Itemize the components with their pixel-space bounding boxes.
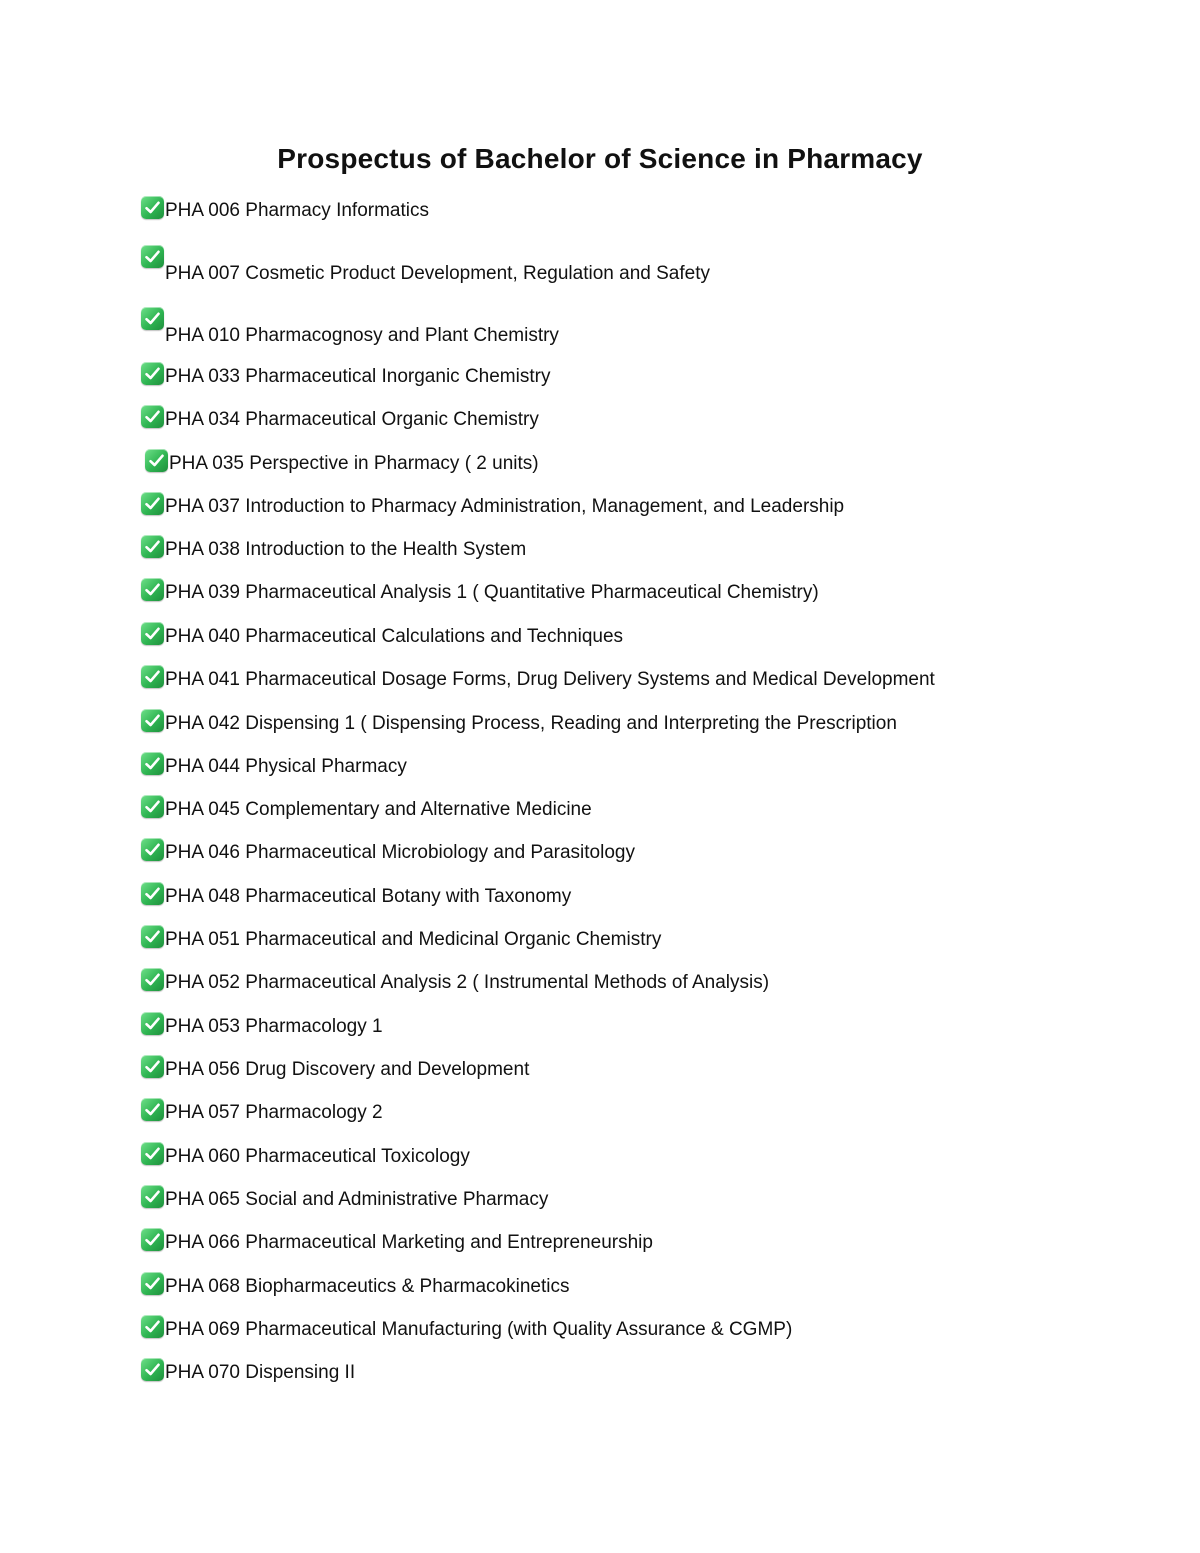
check-mark-icon	[141, 1315, 164, 1338]
check-mark-icon	[141, 925, 164, 948]
course-label: PHA 048 Pharmaceutical Botany with Taxonomy	[165, 886, 572, 907]
list-item	[141, 968, 1041, 1008]
course-label: PHA 069 Pharmaceutical Manufacturing (with Quality Assurance & CGMP)	[165, 1319, 793, 1340]
list-item	[141, 1358, 1041, 1398]
list-item	[141, 1142, 1041, 1182]
list-item	[141, 1185, 1041, 1225]
list-item	[141, 925, 1041, 965]
list-item	[141, 535, 1041, 575]
check-mark-icon	[141, 665, 164, 688]
course-label: PHA 035 Perspective in Pharmacy ( 2 units)	[169, 453, 539, 474]
course-label: PHA 042 Dispensing 1 ( Dispensing Process, Reading and Interpreting the Prescription	[165, 713, 897, 734]
list-item	[141, 1098, 1041, 1138]
course-label: PHA 052 Pharmaceutical Analysis 2 ( Instrumental Methods of Analysis)	[165, 972, 770, 993]
course-label: PHA 046 Pharmaceutical Microbiology and Parasitology	[165, 842, 635, 863]
course-label: PHA 039 Pharmaceutical Analysis 1 ( Quantitative Pharmaceutical Chemistry)	[165, 582, 819, 603]
list-item	[141, 882, 1041, 922]
list-item	[141, 1055, 1041, 1095]
course-label: PHA 037 Introduction to Pharmacy Administration, Management, and Leadership	[165, 496, 845, 517]
course-label: PHA 066 Pharmaceutical Marketing and Entrepreneurship	[165, 1232, 653, 1253]
list-item	[141, 1315, 1041, 1355]
course-label: PHA 010 Pharmacognosy and Plant Chemistry	[165, 325, 559, 346]
course-label: PHA 044 Physical Pharmacy	[165, 756, 407, 777]
check-mark-icon	[141, 1228, 164, 1251]
course-label: PHA 045 Complementary and Alternative Medicine	[165, 799, 592, 820]
check-mark-icon	[141, 882, 164, 905]
check-mark-icon	[141, 535, 164, 558]
list-item	[141, 362, 1041, 402]
list-item	[141, 449, 1041, 489]
check-mark-icon	[141, 1272, 164, 1295]
course-label: PHA 060 Pharmaceutical Toxicology	[165, 1146, 470, 1167]
course-label: PHA 041 Pharmaceutical Dosage Forms, Drug Delivery Systems and Medical Development	[165, 669, 935, 690]
page-title: Prospectus of Bachelor of Science in Pharmacy	[277, 143, 923, 174]
check-mark-icon	[141, 1055, 164, 1078]
course-label: PHA 068 Biopharmaceutics & Pharmacokinetics	[165, 1276, 570, 1297]
check-mark-icon	[145, 449, 168, 472]
list-item	[141, 196, 1041, 236]
check-mark-icon	[141, 307, 164, 330]
check-mark-icon	[141, 578, 164, 601]
check-mark-icon	[141, 405, 164, 428]
check-mark-icon	[141, 1185, 164, 1208]
list-item	[141, 1228, 1041, 1268]
check-mark-icon	[141, 795, 164, 818]
list-item	[141, 622, 1041, 662]
list-item	[141, 492, 1041, 532]
check-mark-icon	[141, 838, 164, 861]
course-label: PHA 051 Pharmaceutical and Medicinal Organic Chemistry	[165, 929, 662, 950]
list-item	[141, 245, 1041, 285]
check-mark-icon	[141, 1358, 164, 1381]
course-label: PHA 034 Pharmaceutical Organic Chemistry	[165, 409, 539, 430]
list-item	[141, 578, 1041, 618]
check-mark-icon	[141, 752, 164, 775]
course-label: PHA 056 Drug Discovery and Development	[165, 1059, 530, 1080]
course-label: PHA 065 Social and Administrative Pharmacy	[165, 1189, 549, 1210]
list-item	[141, 307, 1041, 347]
course-label: PHA 006 Pharmacy Informatics	[165, 200, 429, 221]
check-mark-icon	[141, 1142, 164, 1165]
course-label: PHA 007 Cosmetic Product Development, Regulation and Safety	[165, 263, 710, 284]
list-item	[141, 1272, 1041, 1312]
list-item	[141, 665, 1041, 705]
check-mark-icon	[141, 622, 164, 645]
list-item	[141, 752, 1041, 792]
check-mark-icon	[141, 196, 164, 219]
check-mark-icon	[141, 245, 164, 268]
list-item	[141, 709, 1041, 749]
list-item	[141, 405, 1041, 445]
check-mark-icon	[141, 492, 164, 515]
check-mark-icon	[141, 1098, 164, 1121]
check-mark-icon	[141, 362, 164, 385]
check-mark-icon	[141, 1012, 164, 1035]
list-item	[141, 838, 1041, 878]
check-mark-icon	[141, 968, 164, 991]
course-label: PHA 033 Pharmaceutical Inorganic Chemistry	[165, 366, 551, 387]
course-label: PHA 053 Pharmacology 1	[165, 1016, 383, 1037]
course-label: PHA 070 Dispensing II	[165, 1362, 356, 1383]
course-label: PHA 057 Pharmacology 2	[165, 1102, 383, 1123]
check-mark-icon	[141, 709, 164, 732]
course-label: PHA 038 Introduction to the Health System	[165, 539, 527, 560]
course-label: PHA 040 Pharmaceutical Calculations and Techniques	[165, 626, 624, 647]
list-item	[141, 795, 1041, 835]
list-item	[141, 1012, 1041, 1052]
